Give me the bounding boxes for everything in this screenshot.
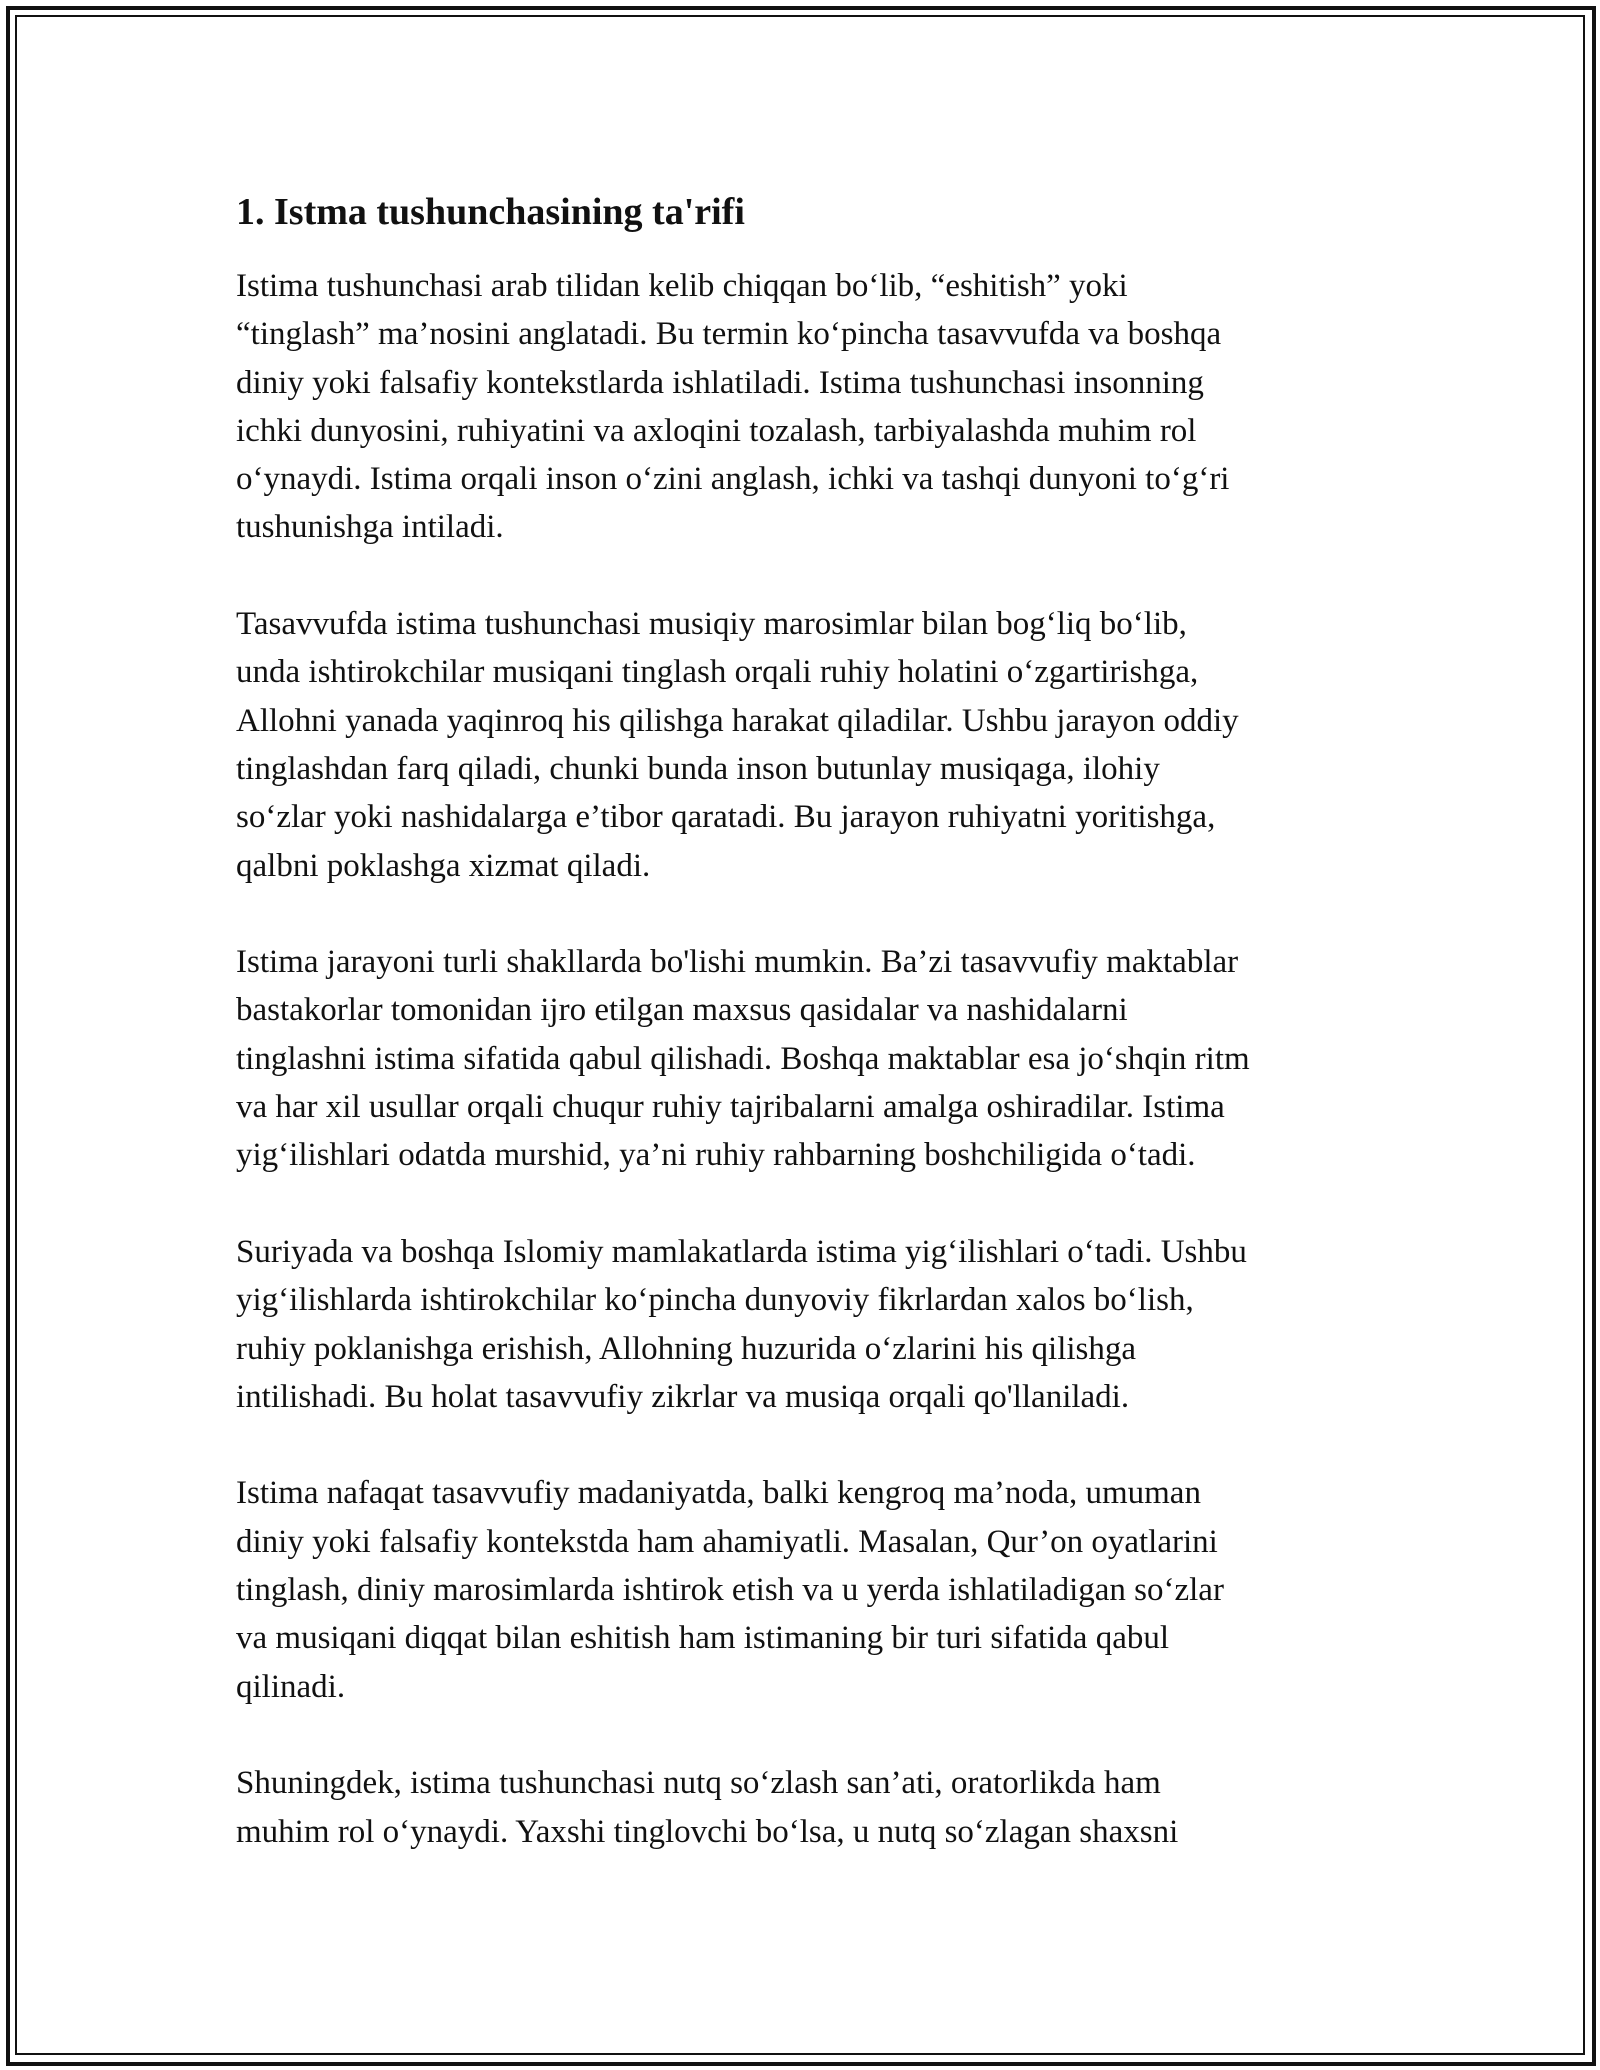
text-line: Shuningdek, istima tushunchasi nutq so‘zlash san’ati, oratorlikda ham	[236, 1765, 1161, 1802]
text-line: ruhiy poklanishga erishish, Allohning huzurida o‘zlarini his qilishga	[236, 1330, 1137, 1367]
paragraph-6	[236, 1759, 1376, 1856]
text-line: diniy yoki falsafiy kontekstlarda ishlatiladi. Istima tushunchasi insonning	[236, 364, 1204, 401]
text-line: “tinglash” ma’nosini anglatadi. Bu termin ko‘pincha tasavvufda va boshqa	[236, 316, 1222, 353]
text-line: bastakorlar tomonidan ijro etilgan maxsus qasidalar va nashidalarni	[236, 992, 1128, 1029]
text-line: qalbni poklashga xizmat qiladi.	[236, 847, 651, 884]
section-title: 1. Istma tushunchasining ta'rifi	[236, 191, 745, 233]
document-body	[236, 188, 1376, 1904]
text-line: yig‘ilishlari odatda murshid, ya’ni ruhiy rahbarning boshchiligida o‘tadi.	[236, 1137, 1196, 1174]
text-line: Suriyada va boshqa Islomiy mamlakatlarda istima yig‘ilishlari o‘tadi. Ushbu	[236, 1233, 1247, 1270]
paragraph-5	[236, 1469, 1376, 1710]
text-line: yig‘ilishlarda ishtirokchilar ko‘pincha dunyoviy fikrlardan xalos bo‘lish,	[236, 1282, 1194, 1319]
text-line: Istima jarayoni turli shakllarda bo'lishi mumkin. Ba’zi tasavvufiy maktablar	[236, 944, 1239, 981]
text-line: so‘zlar yoki nashidalarga e’tibor qaratadi. Bu jarayon ruhiyatni yoritishga,	[236, 799, 1216, 836]
text-line: ichki dunyosini, ruhiyatini va axloqini tozalash, tarbiyalashda muhim rol	[236, 412, 1197, 449]
text-line: qilinadi.	[236, 1668, 346, 1705]
text-line: intilishadi. Bu holat tasavvufiy zikrlar va musiqa orqali qo'llaniladi.	[236, 1378, 1130, 1415]
text-line: tinglashdan farq qiladi, chunki bunda inson butunlay musiqaga, ilohiy	[236, 750, 1160, 787]
paragraph-2	[236, 600, 1376, 890]
text-line: va musiqani diqqat bilan eshitish ham istimaning bir turi sifatida qabul	[236, 1620, 1170, 1657]
text-line: muhim rol o‘ynaydi. Yaxshi tinglovchi bo‘lsa, u nutq so‘zlagan shaxsni	[236, 1813, 1179, 1850]
text-line: Istima tushunchasi arab tilidan kelib chiqqan bo‘lib, “eshitish” yoki	[236, 268, 1128, 304]
text-line: tinglash, diniy marosimlarda ishtirok etish va u yerda ishlatiladigan so‘zlar	[236, 1572, 1224, 1609]
text-line: va har xil usullar orqali chuqur ruhiy tajribalarni amalga oshiradilar. Istima	[236, 1089, 1225, 1126]
text-line: tinglashni istima sifatida qabul qilishadi. Boshqa maktablar esa jo‘shqin ritm	[236, 1040, 1250, 1077]
text-line: tushunishga intiladi.	[236, 509, 504, 546]
text-line: o‘ynaydi. Istima orqali inson o‘zini anglash, ichki va tashqi dunyoni to‘g‘ri	[236, 461, 1230, 498]
text-line: unda ishtirokchilar musiqani tinglash orqali ruhiy holatini o‘zgartirishga,	[236, 654, 1199, 691]
text-line: Allohni yanada yaqinroq his qilishga harakat qiladilar. Ushbu jarayon oddiy	[236, 702, 1239, 739]
paragraph-1	[236, 262, 1376, 552]
text-line: diniy yoki falsafiy kontekstda ham ahamiyatli. Masalan, Qur’on oyatlarini	[236, 1523, 1218, 1560]
paragraph-4	[236, 1228, 1376, 1421]
text-line: Tasavvufda istima tushunchasi musiqiy marosimlar bilan bog‘liq bo‘lib,	[236, 606, 1187, 643]
paragraph-3	[236, 938, 1376, 1179]
text-line: Istima nafaqat tasavvufiy madaniyatda, balki kengroq ma’noda, umuman	[236, 1475, 1201, 1512]
